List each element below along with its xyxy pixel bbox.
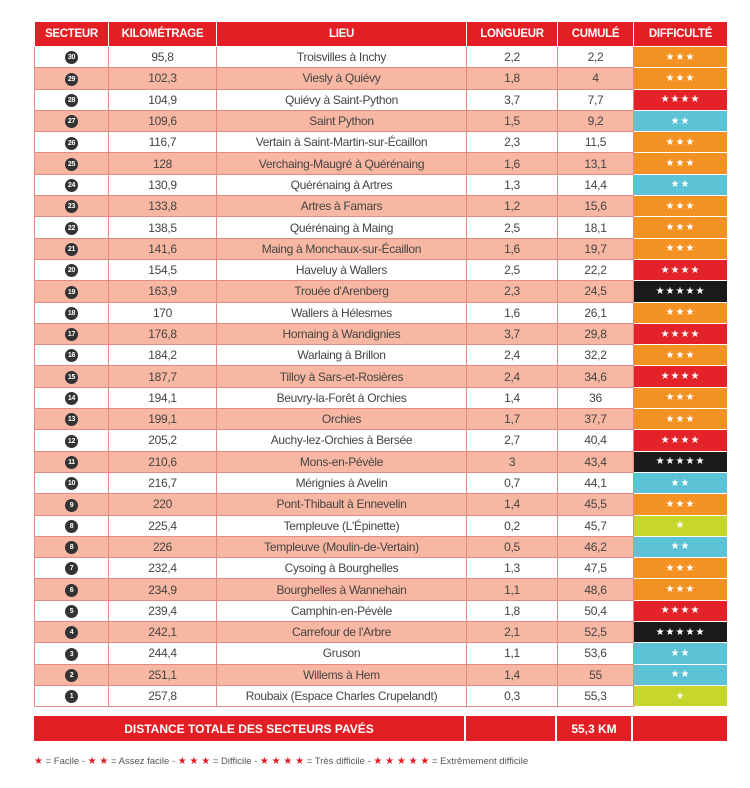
table-row <box>35 643 728 664</box>
cell-secteur <box>35 409 109 430</box>
table-row <box>35 558 728 579</box>
cell-difficulte-stars: ★★★ <box>634 68 728 89</box>
legend-stars-4: ★ ★ ★ ★ <box>259 756 305 767</box>
cell-lieu: Vertain à Saint-Martin-sur-Écaillon <box>217 132 467 153</box>
header-cumule: CUMULÉ <box>558 22 634 47</box>
cell-secteur <box>35 472 109 493</box>
cell-lieu: Verchaing-Maugré à Quérénaing <box>217 153 467 174</box>
cell-secteur <box>35 110 109 131</box>
cell-cumule: 37,7 <box>558 409 634 430</box>
cell-cumule: 9,2 <box>558 110 634 131</box>
cell-kilometrage: 138,5 <box>109 217 217 238</box>
cell-cumule: 50,4 <box>558 600 634 621</box>
cell-secteur <box>35 196 109 217</box>
table-row <box>35 494 728 515</box>
table-row <box>35 47 728 68</box>
table-row <box>35 430 728 451</box>
cell-longueur: 0,5 <box>467 536 558 557</box>
sector-number-badge: 28 <box>65 94 78 107</box>
table-row <box>35 345 728 366</box>
cell-secteur <box>35 430 109 451</box>
cell-longueur: 1,1 <box>467 643 558 664</box>
legend-label-3: = Difficile - <box>212 756 258 767</box>
cell-difficulte-stars: ★★★ <box>634 217 728 238</box>
cell-secteur <box>35 217 109 238</box>
cell-secteur <box>35 89 109 110</box>
cell-difficulte-stars: ★★★ <box>634 302 728 323</box>
sector-number-badge: 3 <box>65 648 78 661</box>
sector-number-badge: 27 <box>65 115 78 128</box>
cell-longueur: 0,2 <box>467 515 558 536</box>
cell-cumule: 22,2 <box>558 259 634 280</box>
cell-longueur: 1,4 <box>467 387 558 408</box>
cell-lieu: Haveluy à Wallers <box>217 259 467 280</box>
cell-cumule: 32,2 <box>558 345 634 366</box>
sector-number-badge: 12 <box>65 435 78 448</box>
table-row <box>35 281 728 302</box>
cell-cumule: 7,7 <box>558 89 634 110</box>
cell-difficulte-stars: ★★★ <box>634 47 728 68</box>
cell-difficulte-stars: ★★★ <box>634 153 728 174</box>
cell-kilometrage: 205,2 <box>109 430 217 451</box>
cell-cumule: 15,6 <box>558 196 634 217</box>
cell-difficulte-stars: ★ <box>634 515 728 536</box>
cell-cumule: 45,5 <box>558 494 634 515</box>
legend-label-4: = Très difficile - <box>306 756 371 767</box>
cell-cumule: 40,4 <box>558 430 634 451</box>
cell-cumule: 53,6 <box>558 643 634 664</box>
cell-lieu: Templeuve (L'Épinette) <box>217 515 467 536</box>
cell-secteur <box>35 643 109 664</box>
sector-number-badge: 17 <box>65 328 78 341</box>
cell-difficulte-stars: ★★★★★ <box>634 622 728 643</box>
table-row <box>35 387 728 408</box>
cell-longueur: 1,6 <box>467 153 558 174</box>
cell-longueur: 1,4 <box>467 664 558 685</box>
cell-difficulte-stars: ★★★★★ <box>634 281 728 302</box>
cell-longueur: 2,1 <box>467 622 558 643</box>
cell-longueur: 2,7 <box>467 430 558 451</box>
cell-cumule: 4 <box>558 68 634 89</box>
header-kilometrage: KILOMÉTRAGE <box>109 22 217 47</box>
cell-kilometrage: 251,1 <box>109 664 217 685</box>
cell-kilometrage: 210,6 <box>109 451 217 472</box>
cell-lieu: Artres à Famars <box>217 196 467 217</box>
cell-kilometrage: 257,8 <box>109 685 217 706</box>
difficulty-legend <box>34 756 528 767</box>
cell-longueur: 2,5 <box>467 259 558 280</box>
header-secteur: SECTEUR <box>35 22 109 47</box>
cell-kilometrage: 225,4 <box>109 515 217 536</box>
cell-lieu: Viesly à Quiévy <box>217 68 467 89</box>
cell-cumule: 48,6 <box>558 579 634 600</box>
cell-longueur: 2,3 <box>467 132 558 153</box>
cell-difficulte-stars: ★★★★★ <box>634 451 728 472</box>
cell-secteur <box>35 47 109 68</box>
cell-lieu: Gruson <box>217 643 467 664</box>
sectors-table <box>34 22 728 707</box>
cell-difficulte-stars: ★★★★ <box>634 430 728 451</box>
cell-kilometrage: 176,8 <box>109 323 217 344</box>
cell-lieu: Hornaing à Wandignies <box>217 323 467 344</box>
cell-kilometrage: 95,8 <box>109 47 217 68</box>
cell-lieu: Roubaix (Espace Charles Crupelandt) <box>217 685 467 706</box>
sector-number-badge: 5 <box>65 605 78 618</box>
cell-difficulte-stars: ★★★ <box>634 579 728 600</box>
cell-kilometrage: 234,9 <box>109 579 217 600</box>
cell-kilometrage: 141,6 <box>109 238 217 259</box>
sector-number-badge: 22 <box>65 222 78 235</box>
cell-lieu: Pont-Thibault à Ennevelin <box>217 494 467 515</box>
cell-difficulte-stars: ★★★ <box>634 387 728 408</box>
table-row <box>35 515 728 536</box>
cell-lieu: Willems à Hem <box>217 664 467 685</box>
cell-difficulte-stars: ★★ <box>634 664 728 685</box>
table-row <box>35 302 728 323</box>
cell-longueur: 1,8 <box>467 600 558 621</box>
cell-secteur <box>35 451 109 472</box>
cell-cumule: 11,5 <box>558 132 634 153</box>
cell-longueur: 1,3 <box>467 174 558 195</box>
total-spacer <box>466 716 557 741</box>
cell-difficulte-stars: ★★★★ <box>634 89 728 110</box>
legend-label-5: = Extrêmement difficile <box>431 756 529 767</box>
sector-number-badge: 1 <box>65 690 78 703</box>
sector-number-badge: 20 <box>65 264 78 277</box>
table-row <box>35 174 728 195</box>
cell-secteur <box>35 302 109 323</box>
cell-longueur: 3,7 <box>467 89 558 110</box>
cell-longueur: 2,2 <box>467 47 558 68</box>
cell-difficulte-stars: ★★★★ <box>634 323 728 344</box>
cell-difficulte-stars: ★★★ <box>634 345 728 366</box>
table-row <box>35 68 728 89</box>
legend-stars-3: ★ ★ ★ <box>177 756 211 767</box>
cell-secteur <box>35 281 109 302</box>
cell-kilometrage: 109,6 <box>109 110 217 131</box>
cell-difficulte-stars: ★★★ <box>634 238 728 259</box>
cell-lieu: Mons-en-Pévèle <box>217 451 467 472</box>
cell-difficulte-stars: ★★ <box>634 110 728 131</box>
total-label: DISTANCE TOTALE DES SECTEURS PAVÉS <box>34 716 466 741</box>
legend-label-1: = Facile - <box>45 756 85 767</box>
cell-kilometrage: 170 <box>109 302 217 323</box>
cell-lieu: Wallers à Hélesmes <box>217 302 467 323</box>
cell-secteur <box>35 153 109 174</box>
cell-longueur: 1,1 <box>467 579 558 600</box>
cell-secteur <box>35 366 109 387</box>
cell-cumule: 52,5 <box>558 622 634 643</box>
cell-kilometrage: 226 <box>109 536 217 557</box>
cell-longueur: 1,5 <box>467 110 558 131</box>
cell-lieu: Mérignies à Avelin <box>217 472 467 493</box>
cell-difficulte-stars: ★★ <box>634 536 728 557</box>
cell-cumule: 13,1 <box>558 153 634 174</box>
cell-cumule: 19,7 <box>558 238 634 259</box>
cell-lieu: Troisvilles à Inchy <box>217 47 467 68</box>
cell-longueur: 2,3 <box>467 281 558 302</box>
cell-kilometrage: 163,9 <box>109 281 217 302</box>
cell-difficulte-stars: ★★★★ <box>634 259 728 280</box>
cell-secteur <box>35 238 109 259</box>
cell-cumule: 55 <box>558 664 634 685</box>
cell-kilometrage: 242,1 <box>109 622 217 643</box>
cell-kilometrage: 128 <box>109 153 217 174</box>
cell-kilometrage: 194,1 <box>109 387 217 408</box>
cell-difficulte-stars: ★★★ <box>634 132 728 153</box>
sector-number-badge: 18 <box>65 307 78 320</box>
sector-number-badge: 14 <box>65 392 78 405</box>
header-row <box>35 22 728 47</box>
cell-kilometrage: 133,8 <box>109 196 217 217</box>
cell-difficulte-stars: ★★ <box>634 643 728 664</box>
cell-longueur: 3,7 <box>467 323 558 344</box>
cell-secteur <box>35 600 109 621</box>
cell-longueur: 1,2 <box>467 196 558 217</box>
cell-longueur: 1,7 <box>467 409 558 430</box>
cell-secteur <box>35 387 109 408</box>
cell-cumule: 14,4 <box>558 174 634 195</box>
legend-stars-5: ★ ★ ★ ★ ★ <box>373 756 430 767</box>
cell-cumule: 18,1 <box>558 217 634 238</box>
table-row <box>35 132 728 153</box>
total-value: 55,3 KM <box>557 716 633 741</box>
cell-lieu: Maing à Monchaux-sur-Écaillon <box>217 238 467 259</box>
cell-longueur: 1,6 <box>467 302 558 323</box>
cell-cumule: 43,4 <box>558 451 634 472</box>
table-row <box>35 579 728 600</box>
table-row <box>35 196 728 217</box>
cell-lieu: Beuvry-la-Forêt à Orchies <box>217 387 467 408</box>
cell-lieu: Quérénaing à Artres <box>217 174 467 195</box>
table-row <box>35 366 728 387</box>
cell-longueur: 1,4 <box>467 494 558 515</box>
sector-number-badge: 7 <box>65 562 78 575</box>
sector-number-badge: 23 <box>65 200 78 213</box>
table-row <box>35 664 728 685</box>
table-row <box>35 622 728 643</box>
cell-kilometrage: 102,3 <box>109 68 217 89</box>
header-lieu: LIEU <box>217 22 467 47</box>
cell-lieu: Camphin-en-Pévèle <box>217 600 467 621</box>
cell-cumule: 45,7 <box>558 515 634 536</box>
cell-lieu: Bourghelles à Wannehain <box>217 579 467 600</box>
cell-longueur: 3 <box>467 451 558 472</box>
cell-secteur <box>35 536 109 557</box>
sector-number-badge: 13 <box>65 413 78 426</box>
cell-cumule: 29,8 <box>558 323 634 344</box>
legend-stars-2: ★ ★ <box>87 756 109 767</box>
cell-secteur <box>35 132 109 153</box>
cell-cumule: 26,1 <box>558 302 634 323</box>
cell-lieu: Quérénaing à Maing <box>217 217 467 238</box>
sector-number-badge: 26 <box>65 137 78 150</box>
cell-cumule: 44,1 <box>558 472 634 493</box>
sector-number-badge: 30 <box>65 51 78 64</box>
cell-longueur: 0,3 <box>467 685 558 706</box>
sector-number-badge: 6 <box>65 584 78 597</box>
cell-cumule: 24,5 <box>558 281 634 302</box>
header-difficulte: DIFFICULTÉ <box>634 22 728 47</box>
sector-number-badge: 15 <box>65 371 78 384</box>
cell-secteur <box>35 664 109 685</box>
cell-difficulte-stars: ★ <box>634 685 728 706</box>
cell-longueur: 0,7 <box>467 472 558 493</box>
sector-number-badge: 11 <box>65 456 78 469</box>
cell-longueur: 1,8 <box>467 68 558 89</box>
total-row <box>34 716 727 741</box>
table-row <box>35 89 728 110</box>
cell-kilometrage: 184,2 <box>109 345 217 366</box>
table-row <box>35 451 728 472</box>
cell-difficulte-stars: ★★ <box>634 174 728 195</box>
table-row <box>35 472 728 493</box>
sector-number-badge: 4 <box>65 626 78 639</box>
cell-cumule: 47,5 <box>558 558 634 579</box>
sector-number-badge: 19 <box>65 286 78 299</box>
sector-number-badge: 16 <box>65 349 78 362</box>
table-row <box>35 153 728 174</box>
cell-lieu: Orchies <box>217 409 467 430</box>
cell-lieu: Warlaing à Brillon <box>217 345 467 366</box>
cell-lieu: Saint Python <box>217 110 467 131</box>
sector-number-badge: 25 <box>65 158 78 171</box>
table-row <box>35 238 728 259</box>
cell-secteur <box>35 345 109 366</box>
cell-secteur <box>35 579 109 600</box>
cell-longueur: 2,4 <box>467 366 558 387</box>
cell-longueur: 1,3 <box>467 558 558 579</box>
cell-secteur <box>35 685 109 706</box>
cell-kilometrage: 104,9 <box>109 89 217 110</box>
cell-difficulte-stars: ★★★★ <box>634 366 728 387</box>
cell-difficulte-stars: ★★★★ <box>634 600 728 621</box>
cell-kilometrage: 232,4 <box>109 558 217 579</box>
cell-kilometrage: 216,7 <box>109 472 217 493</box>
cell-difficulte-stars: ★★★ <box>634 196 728 217</box>
sector-number-badge: 9 <box>65 499 78 512</box>
sector-number-badge: 21 <box>65 243 78 256</box>
cell-lieu: Templeuve (Moulin-de-Vertain) <box>217 536 467 557</box>
cell-lieu: Tilloy à Sars-et-Rosières <box>217 366 467 387</box>
legend-label-2: = Assez facile - <box>110 756 176 767</box>
header-longueur: LONGUEUR <box>467 22 558 47</box>
table-row <box>35 600 728 621</box>
sector-number-badge: 8 <box>65 520 78 533</box>
cell-lieu: Quiévy à Saint-Python <box>217 89 467 110</box>
table-row <box>35 259 728 280</box>
cell-secteur <box>35 494 109 515</box>
cell-difficulte-stars: ★★★ <box>634 409 728 430</box>
legend-stars-1: ★ <box>34 756 43 767</box>
cell-longueur: 2,4 <box>467 345 558 366</box>
cell-secteur <box>35 68 109 89</box>
cell-secteur <box>35 174 109 195</box>
cell-lieu: Cysoing à Bourghelles <box>217 558 467 579</box>
total-spacer-2 <box>633 716 727 741</box>
cell-secteur <box>35 259 109 280</box>
table-row <box>35 685 728 706</box>
table-row <box>35 409 728 430</box>
cell-cumule: 55,3 <box>558 685 634 706</box>
sector-number-badge: 8 <box>65 541 78 554</box>
cell-secteur <box>35 323 109 344</box>
cell-longueur: 1,6 <box>467 238 558 259</box>
cell-cumule: 2,2 <box>558 47 634 68</box>
table-row <box>35 217 728 238</box>
sector-number-badge: 10 <box>65 477 78 490</box>
cell-secteur <box>35 622 109 643</box>
cell-cumule: 34,6 <box>558 366 634 387</box>
cell-lieu: Carrefour de l'Arbre <box>217 622 467 643</box>
table-row <box>35 536 728 557</box>
cell-kilometrage: 154,5 <box>109 259 217 280</box>
cell-cumule: 36 <box>558 387 634 408</box>
cell-secteur <box>35 515 109 536</box>
cell-difficulte-stars: ★★★ <box>634 494 728 515</box>
sector-number-badge: 2 <box>65 669 78 682</box>
cell-kilometrage: 220 <box>109 494 217 515</box>
cell-kilometrage: 244,4 <box>109 643 217 664</box>
cell-secteur <box>35 558 109 579</box>
cell-cumule: 46,2 <box>558 536 634 557</box>
cell-kilometrage: 239,4 <box>109 600 217 621</box>
cell-kilometrage: 130,9 <box>109 174 217 195</box>
table-row <box>35 110 728 131</box>
cell-kilometrage: 199,1 <box>109 409 217 430</box>
cell-lieu: Auchy-lez-Orchies à Bersée <box>217 430 467 451</box>
cell-difficulte-stars: ★★ <box>634 472 728 493</box>
cell-longueur: 2,5 <box>467 217 558 238</box>
sector-number-badge: 29 <box>65 73 78 86</box>
cell-difficulte-stars: ★★★ <box>634 558 728 579</box>
cell-lieu: Trouée d'Arenberg <box>217 281 467 302</box>
table-row <box>35 323 728 344</box>
sector-number-badge: 24 <box>65 179 78 192</box>
cell-kilometrage: 187,7 <box>109 366 217 387</box>
cell-kilometrage: 116,7 <box>109 132 217 153</box>
